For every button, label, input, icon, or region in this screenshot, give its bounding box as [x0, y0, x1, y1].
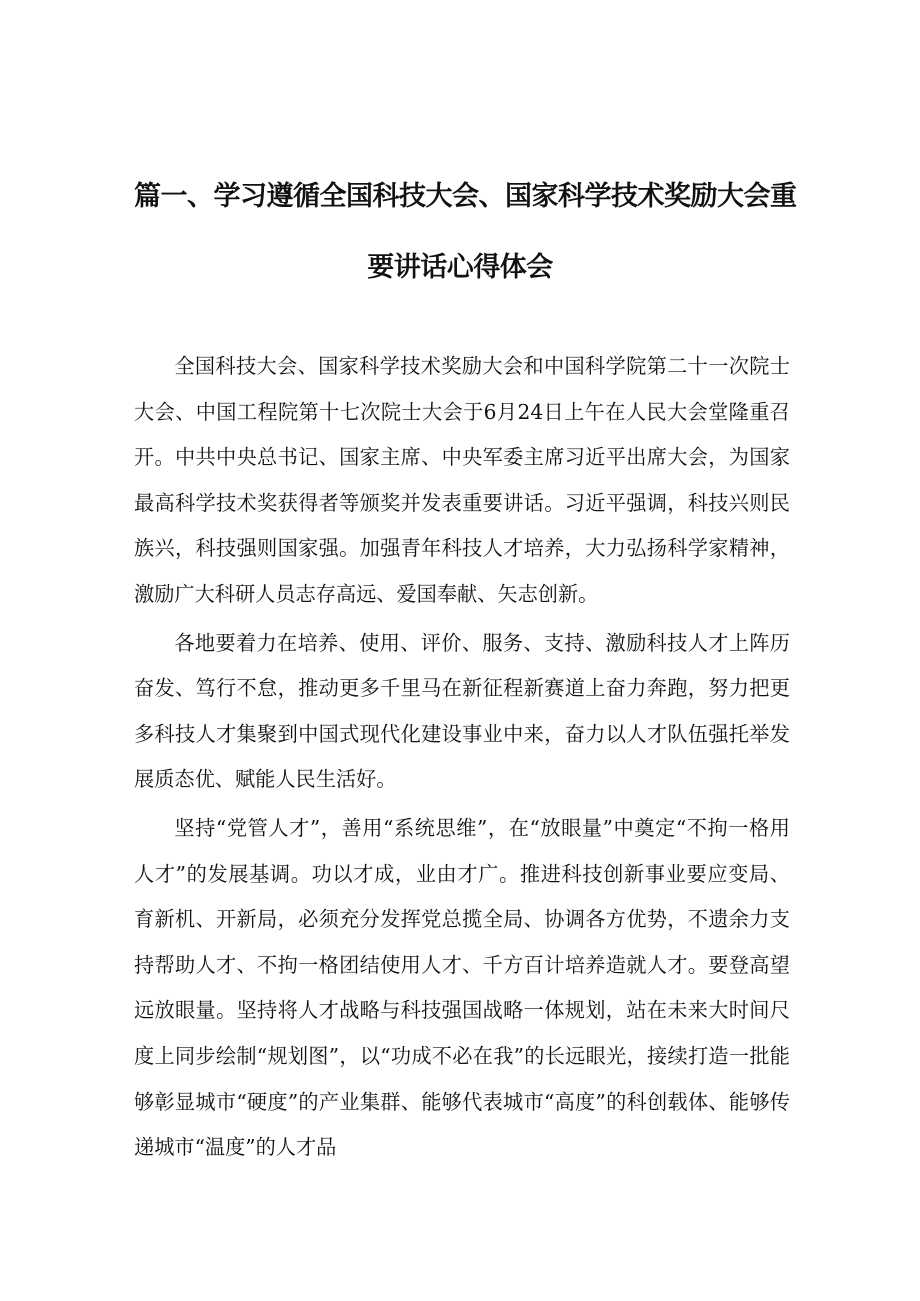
body-paragraph-3: 坚持“党管人才”，善用“系统思维”，在“放眼量”中奠定“不拘一格用人才”的发展基调。功以才成，业由才广。推进科技创新事业要应变局、育新机、开新局，必须充分发挥党总揽全局、协调各方优势，不遗余力支持帮助人才、不拘一格团结使用人才、千方百计培养造就人才。要登高望远放眼量。坚持将人才战略与科技强国战略一体规划，站在未来大时间尺度上同步绘制“规划图”，以“功成不必在我”的长远眼光，接续打造一批能够彰显城市“硬度”的产业集群、能够代表城市“高度”的科创载体、能够传递城市“温度”的人才品: [134, 815, 790, 1160]
document-body: [134, 344, 790, 1171]
document-title-line-2: 要讲话心得体会: [367, 252, 553, 283]
body-paragraph-1: 全国科技大会、国家科学技术奖励大会和中国科学院第二十一次院士大会、中国工程院第十七次院士大会于6月24日上午在人民大会堂隆重召开。中共中央总书记、国家主席、中央军委主席习近平出席大会，为国家最高科学技术奖获得者等颁奖并发表重要讲话。习近平强调，科技兴则民族兴，科技强则国家强。加强青年科技人才培养，大力弘扬科学家精神，激励广大科研人员志存高远、爱国奉献、矢志创新。: [134, 354, 790, 606]
document-title-line-1: 篇一、学习遵循全国科技大会、国家科学技术奖励大会重: [134, 181, 797, 212]
body-paragraph-2: 各地要着力在培养、使用、评价、服务、支持、激励科技人才上阵历奋发、笃行不怠，推动更多千里马在新征程新赛道上奋力奔跑，努力把更多科技人才集聚到中国式现代化建设事业中来，奋力以人才队伍强托举发展质态优、赋能人民生活好。: [134, 630, 790, 792]
